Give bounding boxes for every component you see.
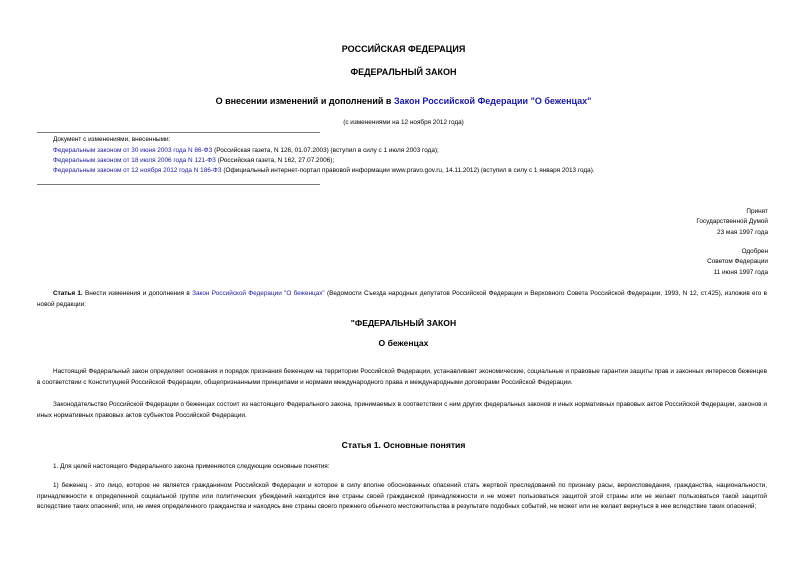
amendment-link[interactable]: Федеральным законом от 12 ноября 2012 года N 186-ФЗ: [53, 167, 222, 174]
article-1-paragraph: [37, 289, 767, 310]
amendment-details: (Официальный интернет-портал правовой информации www.pravo.gov.ru, 14.11.2012) (вступил в силу с 1 января 2013 года).: [221, 167, 595, 174]
article-1-law-link[interactable]: Закон Российской Федерации "О беженцах": [192, 290, 325, 297]
amendment-link[interactable]: Федеральным законом от 18 июля 2006 года N 121-ФЗ: [53, 157, 216, 164]
point-1-1-paragraph: 1) беженец - это лицо, которое не является гражданином Российской Федерации и которое в силу вполне обоснованных опасений стать жертвой преследований по признаку расы, вероисповедания, гражданства, национальности, принадлежности к определенной социальной группе или политических убеждений находится вне страны своей гражданской принадлежности и не может пользоваться защитой этой страны или не желает пользоваться такой защитой вследствие таких опасений; или, не имея определенного гражданства и находясь вне страны своего прежнего обычного местожительства в результате подобных событий, не может или не желает вернуться в нее вследствие таких опасений;: [37, 482, 767, 511]
adoption-council: [707, 247, 768, 278]
law-heading: "ФЕДЕРАЛЬНЫЙ ЗАКОН: [350, 318, 457, 328]
amendment-link[interactable]: Федеральным законом от 30 июня 2003 года N 86-ФЗ: [53, 147, 213, 154]
amendment-item: [53, 147, 439, 154]
article-1-label: Статья 1.: [53, 290, 83, 297]
legislation-paragraph: Законодательство Российской Федерации о беженцах состоит из настоящего Федерального закона, принимаемых в соответствии с ним других федеральных законов и иных нормативных правовых актов Российской Федерации, законов и иных нормативных правовых актов субъектов Российской Федерации.: [37, 401, 767, 419]
top-divider: [37, 132, 320, 133]
article-1-text: (Ведомости Съезда народных депутатов Российской Федерации и Верховного Совета Российской Федерации, 1993, N 12, ст.425), изложив его в новой редакции:: [37, 290, 767, 308]
adoption-line: Принят: [746, 208, 768, 215]
adoption-line: 11 июня 1997 года: [713, 268, 768, 276]
title-law-link[interactable]: Закон Российской Федерации "О беженцах": [393, 96, 592, 106]
article-1-text: Внести изменения и дополнения в: [82, 290, 193, 297]
law-subtitle: О беженцах: [378, 338, 429, 348]
bottom-divider: [37, 184, 320, 185]
amendment-item: [53, 157, 334, 164]
amendment-details: (Российская газета, N 162, 27.07.2006);: [215, 157, 335, 164]
amendments-intro: Документ с изменениями, внесенными:: [53, 136, 171, 143]
adoption-duma: [696, 207, 768, 238]
adoption-line: Одобрен: [741, 248, 768, 255]
amendment-item: [53, 167, 595, 174]
point-1-paragraph: 1. Для целей настоящего Федерального закона применяются следующие основные понятия:: [53, 463, 330, 470]
title-prefix: О внесении изменений и дополнений в: [215, 96, 394, 106]
adoption-line: 23 мая 1997 года: [717, 228, 768, 236]
document-title: [0, 96, 807, 106]
country-heading: РОССИЙСКАЯ ФЕДЕРАЦИЯ: [341, 44, 466, 54]
doc-type-heading: ФЕДЕРАЛЬНЫЙ ЗАКОН: [350, 67, 457, 77]
adoption-line: Государственной Думой: [696, 218, 768, 226]
preamble-paragraph: Настоящий Федеральный закон определяет основания и порядок признания беженцем на территории Российской Федерации, устанавливает экономические, социальные и правовые гарантии защиты прав и законных интересов беженцев в соответствии с Конституцией Российской Федерации, общепризнанными принципами и нормами международного права и международными договорами Российской Федерации.: [37, 368, 767, 386]
adoption-line: Советом Федерации: [707, 258, 768, 266]
amendment-details: (Российская газета, N 126, 01.07.2003) (вступил в силу с 1 июля 2003 года);: [212, 147, 439, 154]
article-heading: Статья 1. Основные понятия: [341, 440, 466, 450]
revision-note: (с изменениями на 12 ноября 2012 года): [343, 119, 464, 126]
